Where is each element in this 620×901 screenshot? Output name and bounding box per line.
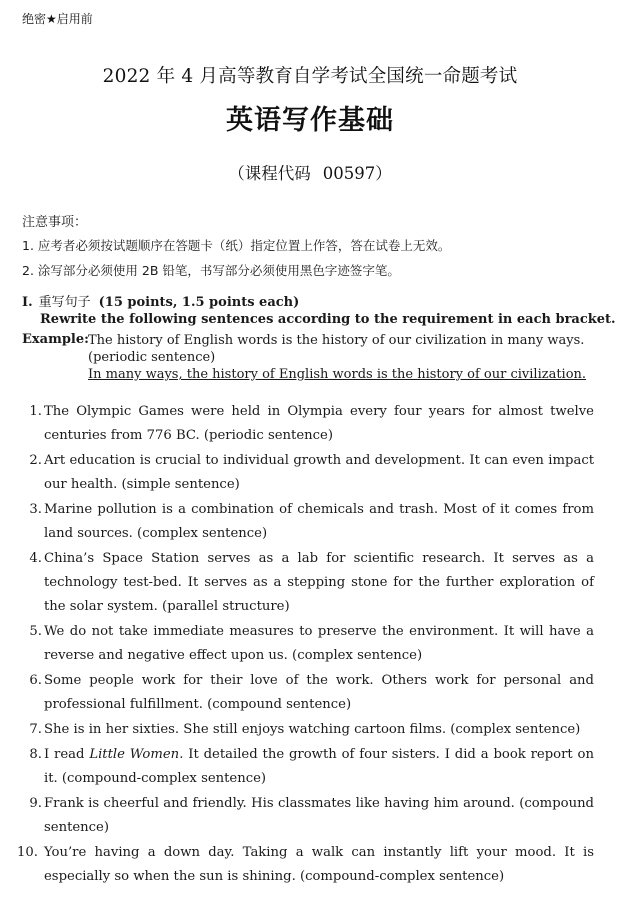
notes-title: 注意事项：	[22, 215, 88, 230]
question-text: The Olympic Games were held in Olympia every four years for almost twelve centuries from 776 BC. (periodic sentence)	[44, 404, 594, 443]
question-item	[22, 547, 594, 619]
question-list	[17, 400, 594, 890]
question-item	[17, 841, 594, 889]
question-text: We do not take immediate measures to preserve the environment. It will have a reverse and negative effect upon us. (complex sentence)	[44, 624, 594, 663]
question-number: 8.	[29, 747, 42, 762]
confidential-mark: 绝密★启用前	[22, 12, 93, 26]
question-text-after: . It detailed the growth of four sisters. I did a book report on it. (compound-complex sentence)	[44, 747, 594, 786]
note-item: 2. 涂写部分必须使用 2B 铅笔，书写部分必须使用黑色字迹签字笔。	[22, 263, 400, 278]
example-label: Example:	[22, 332, 89, 347]
course-code	[0, 160, 620, 184]
question-number: 10.	[17, 845, 38, 860]
example-answer: In many ways, the history of English words is the history of our civilization.	[88, 367, 587, 382]
note-item: 1. 应考者必须按试题顺序在答题卡（纸）指定位置上作答，答在试卷上无效。	[22, 238, 451, 253]
subject-title: 英语写作基础	[226, 105, 394, 136]
question-number: 7.	[29, 722, 42, 737]
section-name: 重写句子	[38, 295, 91, 310]
question-number: 9.	[29, 796, 42, 811]
example-hint: (periodic sentence)	[88, 350, 216, 365]
section-instruction: Rewrite the following sentences according to the requirement in each bracket.	[40, 312, 616, 327]
section-heading	[22, 291, 299, 310]
question-number: 3.	[29, 502, 42, 517]
question-text: China’s Space Station serves as a lab for scientific research. It serves as a technology test-bed. It serves as a stepping stone for the further exploration of the solar system. (parallel structure)	[44, 551, 594, 614]
course-code-label: （课程代码	[228, 164, 311, 183]
question-item	[22, 620, 594, 668]
question-number: 4.	[29, 551, 42, 566]
question-item	[22, 669, 594, 717]
book-title: Little Women	[89, 747, 180, 762]
question-item	[22, 792, 594, 840]
question-item	[22, 498, 594, 546]
question-number: 1.	[29, 404, 42, 419]
section-points: (15 points, 1.5 points each)	[98, 295, 300, 310]
question-item	[22, 743, 594, 791]
question-item	[22, 449, 594, 497]
question-text-before: I read	[44, 747, 90, 762]
question-text: Some people work for their love of the work. Others work for personal and professional fulfillment. (compound sentence)	[44, 673, 594, 712]
example-block	[88, 332, 608, 383]
course-code-number: 00597）	[322, 164, 392, 183]
question-text: She is in her sixties. She still enjoys watching cartoon films. (complex sentence)	[44, 722, 581, 737]
question-number: 2.	[29, 453, 42, 468]
question-number: 6.	[29, 673, 42, 688]
question-text: Frank is cheerful and friendly. His classmates like having him around. (compound sentence)	[44, 796, 594, 835]
question-number: 5.	[29, 624, 42, 639]
question-text: Marine pollution is a combination of chemicals and trash. Most of it comes from land sources. (complex sentence)	[44, 502, 594, 541]
question-item	[22, 718, 594, 742]
question-text: Art education is crucial to individual growth and development. It can even impact our health. (simple sentence)	[44, 453, 594, 492]
question-text: You’re having a down day. Taking a walk can instantly lift your mood. It is especially so when the sun is shining. (compound-complex sentence)	[44, 845, 594, 884]
question-item	[22, 400, 594, 448]
example-sentence: The history of English words is the history of our civilization in many ways.	[88, 333, 585, 348]
section-number: I.	[22, 295, 33, 310]
exam-title: 2022 年 4 月高等教育自学考试全国统一命题考试	[102, 66, 518, 87]
